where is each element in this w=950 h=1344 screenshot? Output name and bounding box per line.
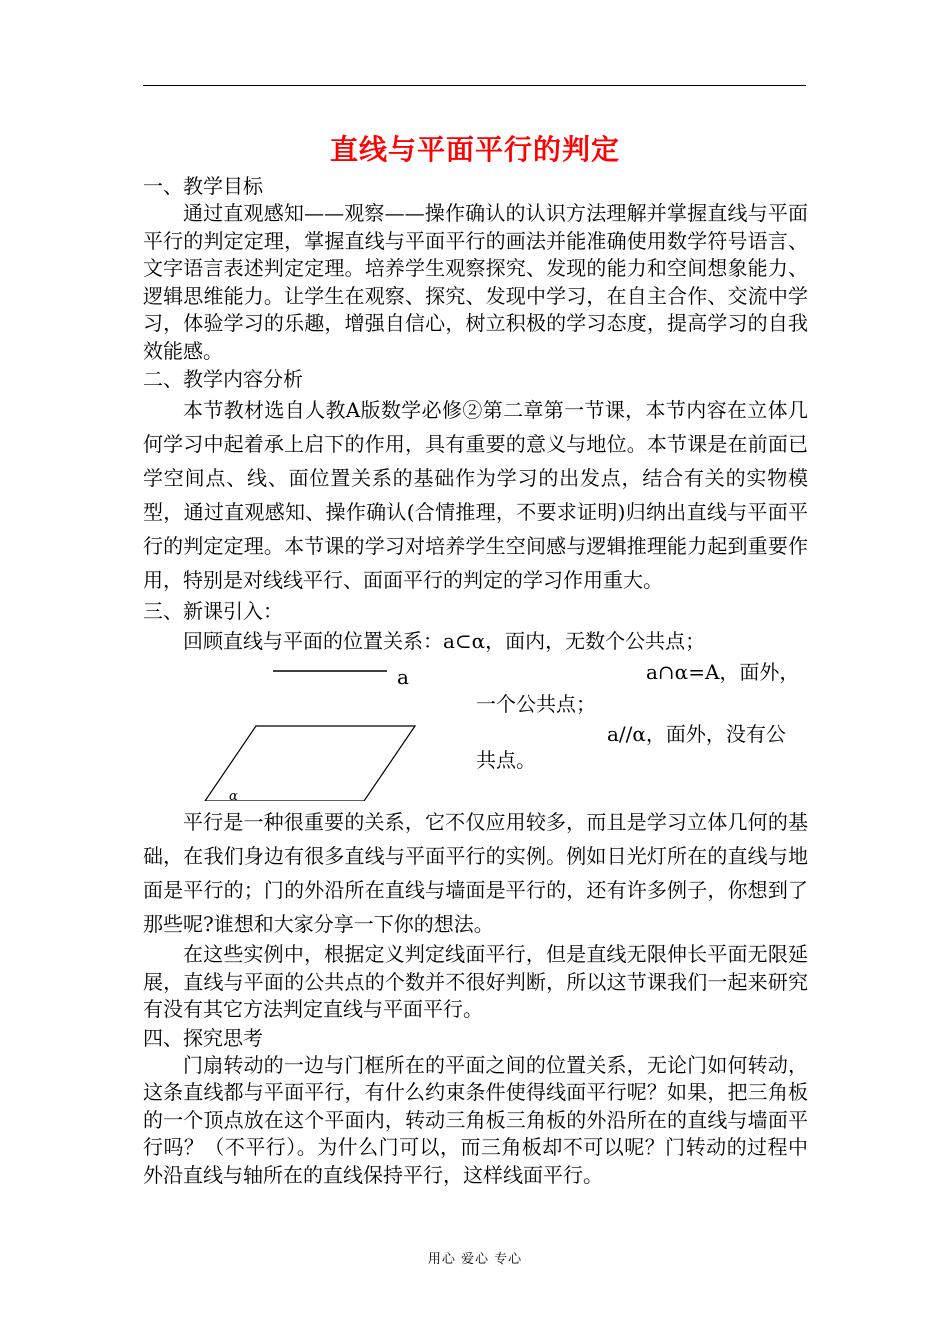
- relation-parallel: a//α，面外，没有公: [607, 722, 786, 746]
- plane-alpha-label: α: [229, 789, 238, 804]
- section-4-heading: 四、探究思考: [143, 1025, 263, 1050]
- plane-diagram: [201, 661, 421, 801]
- section-3-review: 回顾直线与平面的位置关系：a⊂α，面内，无数个公共点；: [183, 629, 706, 653]
- section-3-paragraph-2: 在这些实例中，根据定义判定线面平行，但是直线无限伸长平面无限延展，直线与平面的公共点的个数并不很好判断，所以这节课我们一起来研究有没有其它方法判定直线与平面平行。: [143, 942, 808, 1021]
- relation-intersect: a∩α=A，面外，: [646, 660, 800, 684]
- line-a-label: a: [397, 665, 409, 689]
- relation-intersect-cont: 一个公共点；: [476, 692, 596, 716]
- section-3-heading: 三、新课引入：: [143, 599, 283, 623]
- section-4-paragraph: 门扇转动的一边与门框所在的平面之间的位置关系，无论门如何转动，这条直线都与平面平行，有什么约束条件使得线面平行呢？如果，把三角板的一个顶点放在这个平面内，转动三角板三角板的外沿所在的直线与墙面平行吗？（不平行）。为什么门可以，而三角板却不可以呢？门转动的过程中外沿直线与轴所在的直线保持平行，这样线面平行。: [143, 1052, 808, 1187]
- section-3-paragraph-1: 平行是一种很重要的关系，它不仅应用较多，而且是学习立体几何的基础，在我们身边有很多直线与平面平行的实例。例如日光灯所在的直线与地面是平行的；门的外沿所在直线与墙面是平行的，还有许多例子，你想到了那些呢?谁想和大家分享一下你的想法。: [143, 810, 808, 936]
- relation-parallel-cont: 共点。: [476, 748, 536, 772]
- section-2-paragraph: 本节教材选自人教A版数学必修②第二章第一节课，本节内容在立体几何学习中起着承上启下的作用，具有重要的意义与地位。本节课是在前面已学空间点、线、面位置关系的基础作为学习的出发点，结合有关的实物模型，通过直观感知、操作确认(合情推理，不要求证明)归纳出直线与平面平行的判定定理。本节课的学习对培养学生空间感与逻辑推理能力起到重要作用，特别是对线线平行、面面平行的判定的学习作用重大。: [143, 398, 808, 592]
- line-plane-figure: [143, 657, 808, 805]
- section-1-paragraph: 通过直观感知——观察——操作确认的认识方法理解并掌握直线与平面平行的判定定理，掌握直线与平面平行的画法并能准确使用数学符号语言、文字语言表述判定定理。培养学生观察探究、发现的能力和空间想象能力、逻辑思维能力。让学生在观察、探究、发现中学习，在自主合作、交流中学习，体验学习的乐趣，增强自信心，树立积极的学习态度，提高学习的自我效能感。: [143, 201, 808, 363]
- document-body: [143, 172, 808, 1189]
- page-title: 直线与平面平行的判定: [329, 133, 620, 166]
- page-footer: 用心 爱心 专心: [427, 1252, 523, 1267]
- header-rule: [143, 85, 806, 86]
- section-1-heading: 一、教学目标: [143, 174, 263, 198]
- section-2-heading: 二、教学内容分析: [143, 367, 303, 391]
